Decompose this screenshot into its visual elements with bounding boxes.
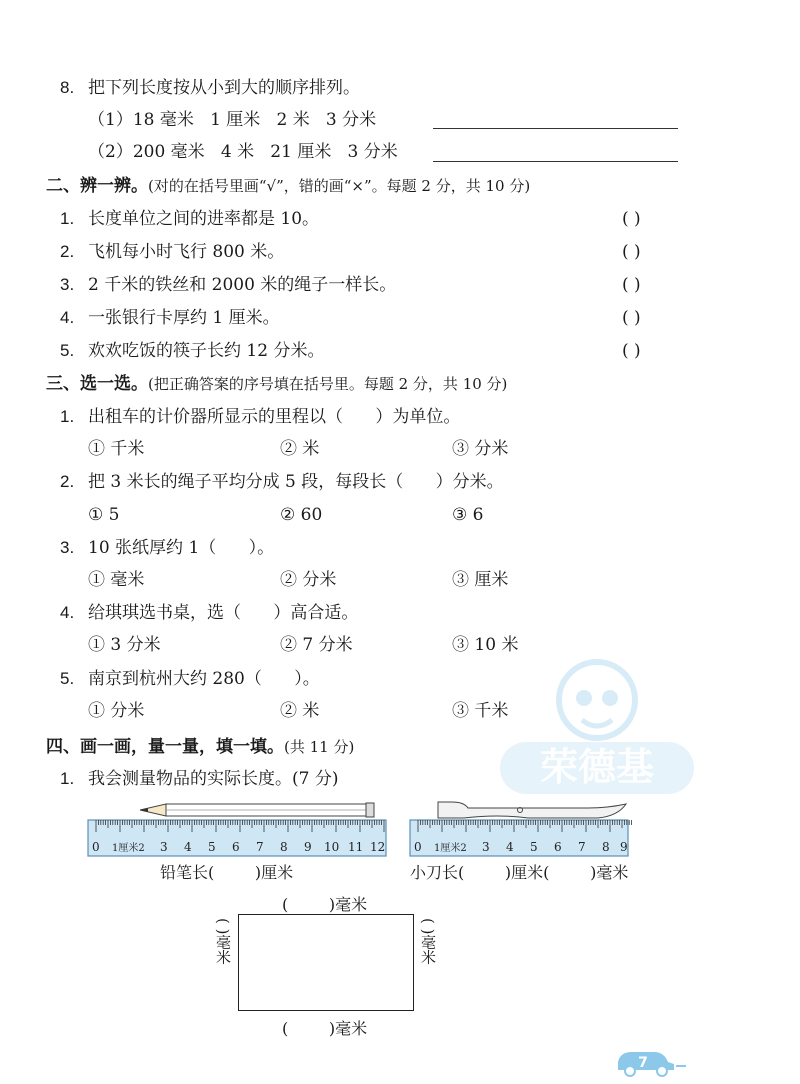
section4-heading bbox=[46, 735, 354, 759]
ruler-1-label: 5 bbox=[208, 840, 216, 854]
rect-left-label[interactable]: ( )毫米 bbox=[214, 918, 232, 965]
section2-heading bbox=[46, 174, 530, 198]
s3-item-text: 10 张纸厚约 1（ ）。 bbox=[88, 538, 275, 558]
ruler-1-label: 1厘米2 bbox=[112, 843, 145, 854]
s2-item-text: 飞机每小时飞行 800 米。 bbox=[88, 242, 285, 262]
ruler-1-label: 3 bbox=[160, 840, 168, 854]
s3-option[interactable]: ② 米 bbox=[280, 439, 320, 459]
ruler-1-label: 11 bbox=[348, 840, 364, 854]
s3-option[interactable]: ③ 10 米 bbox=[452, 635, 519, 655]
ruler-1-label: 6 bbox=[232, 840, 240, 854]
s3-option[interactable]: ② 7 分米 bbox=[280, 635, 353, 655]
q8-text: 把下列长度按从小到大的顺序排列。 bbox=[88, 78, 360, 98]
s2-item-text: 2 千米的铁丝和 2000 米的绳子一样长。 bbox=[88, 275, 397, 295]
section4-note: (共 11 分) bbox=[284, 738, 355, 756]
q8-answer-line-2[interactable] bbox=[433, 161, 678, 162]
s2-item-number: 5. bbox=[60, 341, 75, 360]
section2-note: (对的在括号里画“√”，错的画“×”。每题 2 分，共 10 分) bbox=[148, 177, 531, 195]
s3-item-text: 把 3 米长的绳子平均分成 5 段，每段长（ ）分米。 bbox=[88, 472, 504, 492]
s3-option[interactable]: ③ 分米 bbox=[452, 439, 509, 459]
q8-answer-line-1[interactable] bbox=[433, 128, 678, 129]
section3-title: 三、选一选。 bbox=[46, 374, 148, 394]
watermark-text: 荣德基 bbox=[539, 745, 655, 789]
knife-icon bbox=[438, 802, 626, 818]
s2-item-number: 4. bbox=[60, 308, 75, 327]
s3-option[interactable]: ② 60 bbox=[280, 505, 323, 525]
s3-option[interactable]: ① 毫米 bbox=[88, 570, 145, 590]
s2-answer-paren[interactable]: ( ) bbox=[622, 209, 641, 229]
ruler-2-label: 9 bbox=[620, 840, 628, 854]
s3-option[interactable]: ① 千米 bbox=[88, 439, 145, 459]
s3-option[interactable]: ③ 厘米 bbox=[452, 570, 509, 590]
s2-answer-paren[interactable]: ( ) bbox=[622, 242, 641, 262]
ruler-1-label: 0 bbox=[92, 840, 100, 854]
ruler-2-label: 4 bbox=[506, 840, 514, 854]
s3-item-number: 5. bbox=[60, 669, 75, 688]
s3-item-number: 1. bbox=[60, 407, 75, 426]
ruler-2-label: 6 bbox=[554, 840, 562, 854]
watermark-logo bbox=[492, 650, 702, 800]
s2-item-text: 长度单位之间的进率都是 10。 bbox=[88, 209, 320, 229]
ruler-2-label: 5 bbox=[530, 840, 538, 854]
section2-title: 二、辨一辨。 bbox=[46, 176, 148, 196]
ruler-2-label: 8 bbox=[602, 840, 610, 854]
s4-q1-text: 我会测量物品的实际长度。(7 分) bbox=[88, 769, 339, 789]
s3-item-text: 出租车的计价器所显示的里程以（ ）为单位。 bbox=[88, 407, 461, 427]
ruler-2-label: 0 bbox=[414, 840, 422, 854]
pencil-ruler-figure bbox=[86, 798, 396, 860]
s3-item-number: 3. bbox=[60, 538, 75, 557]
s3-item-text: 南京到杭州大约 280（ ）。 bbox=[88, 669, 320, 689]
s3-item-text: 给琪琪选书桌，选（ ）高合适。 bbox=[88, 603, 359, 623]
s3-option[interactable]: ② 米 bbox=[280, 701, 320, 721]
ruler-2-label: 1厘米2 bbox=[434, 843, 467, 854]
s3-item-number: 2. bbox=[60, 472, 75, 491]
s2-item-text: 一张银行卡厚约 1 厘米。 bbox=[88, 308, 280, 328]
knife-caption[interactable]: 小刀长( )厘米( )毫米 bbox=[410, 863, 629, 882]
measure-rectangle bbox=[238, 914, 414, 1011]
section3-note: (把正确答案的序号填在括号里。每题 2 分，共 10 分) bbox=[148, 375, 508, 393]
car-icon bbox=[618, 1052, 686, 1076]
ruler-1-label: 8 bbox=[280, 840, 288, 854]
s3-option[interactable]: ① 3 分米 bbox=[88, 635, 161, 655]
pencil-icon bbox=[140, 803, 374, 817]
s3-option[interactable]: ② 分米 bbox=[280, 570, 337, 590]
ruler-2-label: 7 bbox=[578, 840, 586, 854]
s2-answer-paren[interactable]: ( ) bbox=[622, 341, 641, 361]
section3-heading bbox=[46, 372, 507, 396]
page-badge bbox=[610, 1044, 690, 1080]
knife-ruler-figure bbox=[408, 798, 633, 860]
q8-item-2: （2）200 毫米 4 米 21 厘米 3 分米 bbox=[88, 142, 398, 162]
section4-title: 四、画一画，量一量，填一填。 bbox=[46, 737, 284, 757]
ruler-1-label: 10 bbox=[324, 840, 340, 854]
s2-answer-paren[interactable]: ( ) bbox=[622, 308, 641, 328]
ruler-1-label: 4 bbox=[184, 840, 192, 854]
ruler-1-label: 9 bbox=[304, 840, 312, 854]
rect-bottom-label[interactable]: ( )毫米 bbox=[282, 1019, 368, 1038]
s2-item-number: 1. bbox=[60, 209, 75, 228]
q8-item-1: （1）18 毫米 1 厘米 2 米 3 分米 bbox=[88, 110, 377, 130]
s4-q1-number: 1. bbox=[60, 769, 75, 788]
s3-option[interactable]: ③ 6 bbox=[452, 505, 484, 525]
rect-top-label[interactable]: ( )毫米 bbox=[282, 895, 368, 914]
ruler-1-label: 7 bbox=[256, 840, 264, 854]
rect-right-label[interactable]: ( )毫米 bbox=[419, 918, 437, 965]
s3-option[interactable]: ③ 千米 bbox=[452, 701, 509, 721]
pencil-caption[interactable]: 铅笔长( )厘米 bbox=[160, 863, 294, 882]
s2-item-text: 欢欢吃饭的筷子长约 12 分米。 bbox=[88, 341, 325, 361]
s3-item-number: 4. bbox=[60, 603, 75, 622]
s2-item-number: 3. bbox=[60, 275, 75, 294]
ruler-2-label: 3 bbox=[482, 840, 490, 854]
s2-answer-paren[interactable]: ( ) bbox=[622, 275, 641, 295]
q8-number: 8. bbox=[60, 78, 75, 97]
ruler-1-label: 12 bbox=[370, 840, 386, 854]
page-number: 7 bbox=[638, 1055, 648, 1071]
s3-option[interactable]: ① 分米 bbox=[88, 701, 145, 721]
s2-item-number: 2. bbox=[60, 242, 75, 261]
s3-option[interactable]: ① 5 bbox=[88, 505, 120, 525]
